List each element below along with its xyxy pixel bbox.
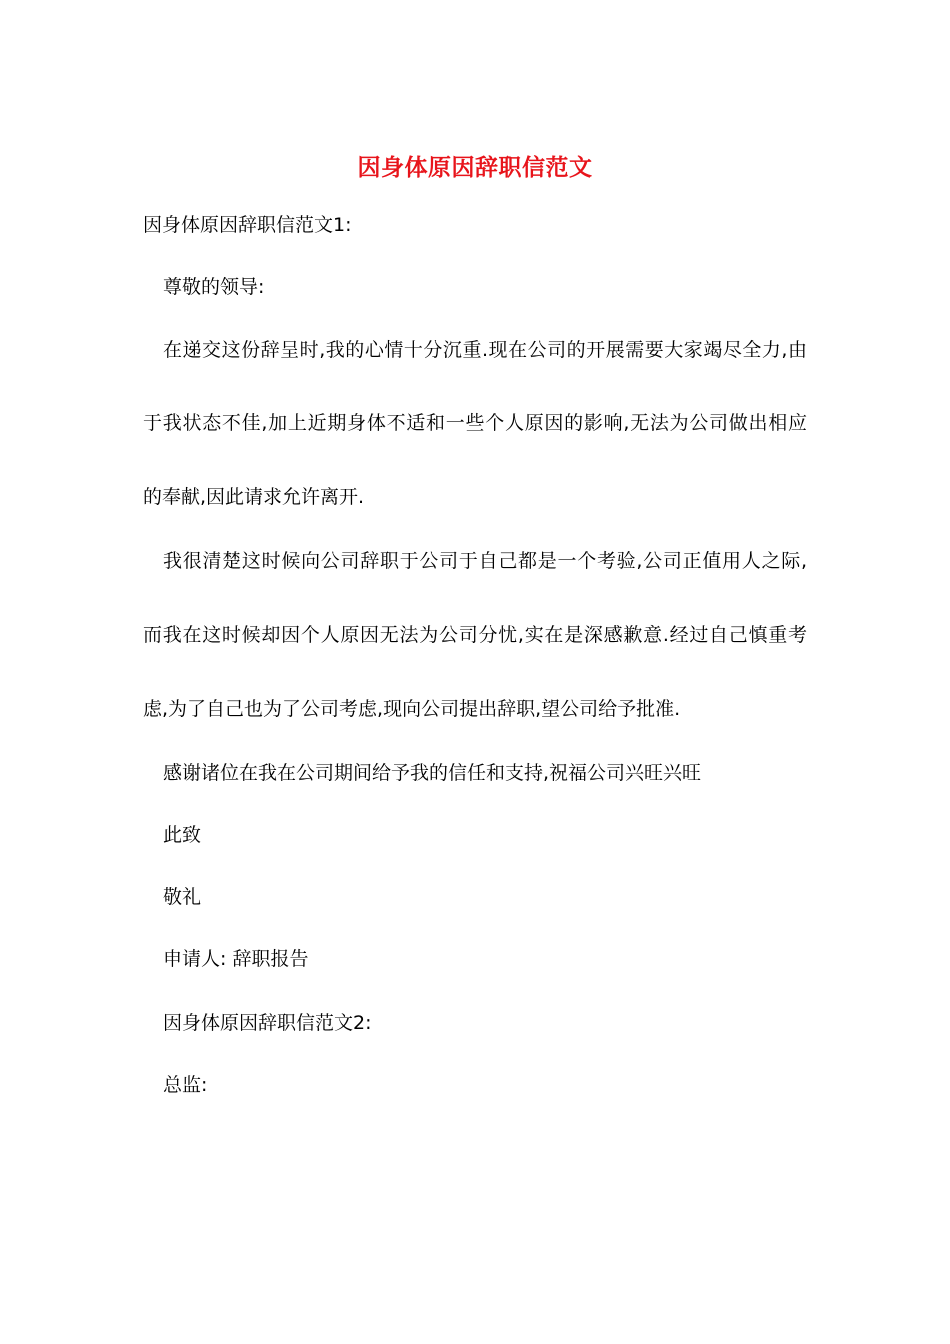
paragraph1-line2: 于我状态不佳,加上近期身体不适和一些个人原因的影响,无法为公司做出相应 <box>143 412 807 434</box>
paragraph2-line1: 我很清楚这时候向公司辞职于公司于自己都是一个考验,公司正值用人之际, <box>163 550 807 572</box>
addressee2: 总监: <box>163 1074 208 1096</box>
applicant-line: 申请人: 辞职报告 <box>163 948 309 970</box>
thanks-line: 感谢诸位在我在公司期间给予我的信任和支持,祝福公司兴旺兴旺 <box>163 762 702 784</box>
salutation: 尊敬的领导: <box>163 276 265 298</box>
closing-line-2: 敬礼 <box>163 886 202 908</box>
closing-line-1: 此致 <box>163 824 202 846</box>
paragraph1-line1: 在递交这份辞呈时,我的心情十分沉重.现在公司的开展需要大家竭尽全力,由 <box>163 339 807 361</box>
paragraph2-line2: 而我在这时候却因个人原因无法为公司分忧,实在是深感歉意.经过自己慎重考 <box>143 624 807 646</box>
document-title: 因身体原因辞职信范文 <box>357 154 593 181</box>
section2-heading: 因身体原因辞职信范文2: <box>163 1012 372 1034</box>
paragraph2-line3: 虑,为了自己也为了公司考虑,现向公司提出辞职,望公司给予批准. <box>143 698 681 720</box>
section1-heading: 因身体原因辞职信范文1: <box>143 214 352 236</box>
paragraph1-line3: 的奉献,因此请求允许离开. <box>143 486 365 508</box>
